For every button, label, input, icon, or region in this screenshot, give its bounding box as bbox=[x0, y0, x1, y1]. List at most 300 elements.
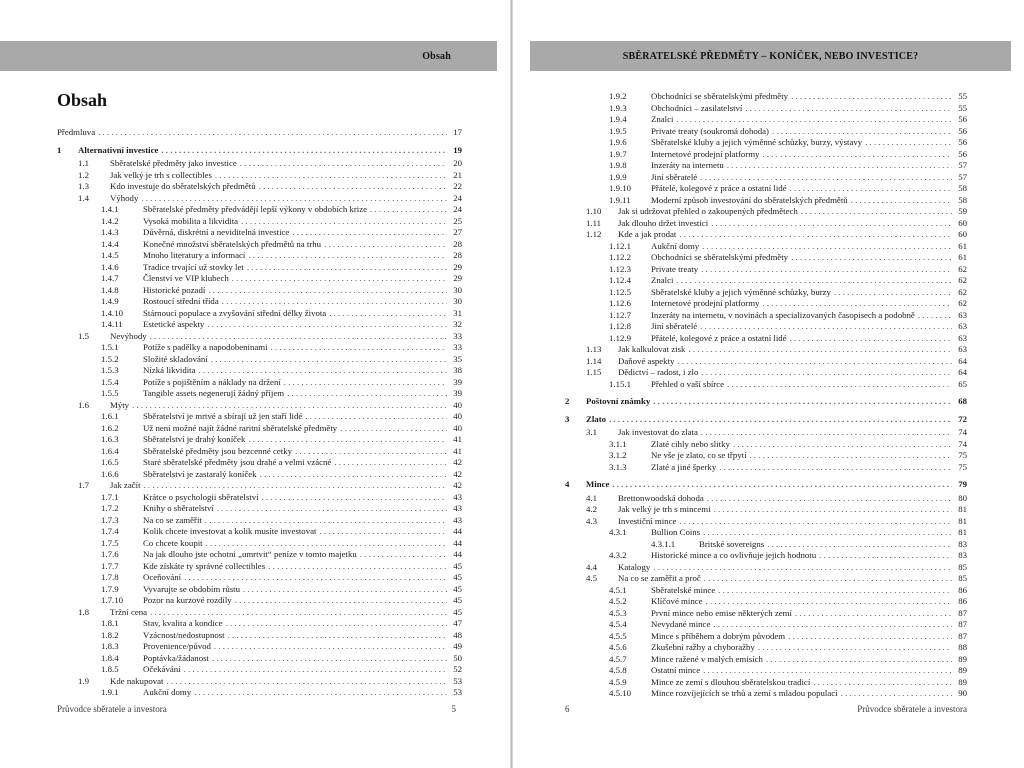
dot-leader bbox=[865, 137, 952, 149]
dot-leader bbox=[688, 344, 952, 356]
toc-entry bbox=[565, 195, 967, 207]
toc-entry bbox=[565, 439, 967, 451]
toc-entry-label: Jak velký je trh s collectibles bbox=[110, 169, 212, 180]
toc-entry bbox=[565, 608, 967, 620]
dot-leader bbox=[701, 367, 952, 379]
toc-entry-label: Jak velký je trh s mincemi bbox=[618, 504, 711, 514]
toc-entry-label: Na jak dlouho jste ochotni „umrtvit“ peníze v tomto majetku bbox=[143, 549, 357, 559]
toc-entry-page: 41 bbox=[453, 445, 462, 456]
toc-entry-label: Jak začít bbox=[110, 480, 141, 490]
toc-entry-page: 56 bbox=[958, 114, 967, 124]
dot-leader bbox=[653, 562, 952, 574]
toc-entry-number: 1.3 bbox=[78, 181, 89, 191]
dot-leader bbox=[205, 515, 447, 527]
toc-entry-page: 86 bbox=[958, 584, 967, 595]
toc-entry-page: 53 bbox=[453, 687, 462, 697]
toc-entry-label: Mince ražené v malých emisích bbox=[651, 653, 763, 664]
toc-entry bbox=[57, 595, 462, 607]
dot-leader bbox=[703, 527, 952, 539]
dot-leader bbox=[834, 287, 952, 299]
toc-entry-number: 4.5.1 bbox=[609, 584, 627, 595]
toc-entry-page: 41 bbox=[453, 434, 462, 444]
dot-leader bbox=[235, 595, 447, 607]
toc-entry-number: 2 bbox=[565, 396, 570, 406]
toc-entry-number: 4.5.6 bbox=[609, 642, 627, 652]
toc-entry bbox=[565, 172, 967, 184]
toc-entry-number: 1.12.5 bbox=[609, 286, 631, 297]
toc-entry-page: 30 bbox=[453, 284, 462, 295]
toc-entry-number: 1.8.1 bbox=[101, 618, 119, 628]
dot-leader bbox=[360, 549, 447, 561]
toc-entry-label: Členství ve VIP klubech bbox=[143, 273, 229, 283]
dot-leader bbox=[841, 688, 952, 700]
dot-leader bbox=[713, 619, 952, 631]
toc-entry-number: 1.12.4 bbox=[609, 275, 631, 285]
toc-entry-label: Historické pozadí bbox=[143, 284, 206, 295]
dot-leader bbox=[247, 262, 447, 274]
toc-entry-number: 1.7.8 bbox=[101, 572, 119, 582]
toc-entry bbox=[565, 619, 967, 631]
dot-leader bbox=[262, 492, 447, 504]
dot-leader bbox=[222, 296, 447, 308]
toc-chapter-entry bbox=[565, 479, 967, 491]
toc-entry-page: 43 bbox=[453, 503, 462, 513]
toc-entry bbox=[565, 298, 967, 310]
toc-entry bbox=[565, 287, 967, 299]
dot-leader bbox=[370, 204, 447, 216]
toc-entry-page: 42 bbox=[453, 457, 462, 467]
toc-entry-page: 56 bbox=[958, 125, 967, 136]
toc-entry bbox=[565, 493, 967, 505]
toc-entry-label: Knihy o sběratelství bbox=[143, 503, 214, 513]
right-running-header-bar bbox=[530, 41, 1011, 71]
toc-entry-number: 1.6.3 bbox=[101, 434, 119, 444]
toc-entry-number: 1 bbox=[57, 144, 62, 155]
toc-entry-number: 1.12.9 bbox=[609, 332, 631, 343]
toc-entry bbox=[565, 631, 967, 643]
toc-entry-page: 63 bbox=[958, 332, 967, 343]
footer-book-title: Průvodce sběratele a investora bbox=[57, 704, 167, 714]
toc-entry-number: 3.1.1 bbox=[609, 438, 627, 449]
dot-leader bbox=[609, 414, 952, 426]
toc-entry-page: 45 bbox=[453, 595, 462, 605]
toc-entry-number: 1.4.3 bbox=[101, 227, 119, 237]
toc-entry-label: Potíže s pojištěním a náklady na držení bbox=[143, 376, 281, 387]
toc-entry bbox=[565, 321, 967, 333]
toc-entry-page: 45 bbox=[453, 560, 462, 571]
toc-entry-label: Přehled o vaší sbírce bbox=[651, 378, 725, 389]
toc-entry-number: 1.4.9 bbox=[101, 296, 119, 306]
toc-entry-number: 1.15 bbox=[586, 367, 602, 377]
toc-entry bbox=[565, 427, 967, 439]
dot-leader bbox=[248, 434, 447, 446]
toc-entry-label: Krátce o psychologii sběratelství bbox=[143, 491, 259, 502]
dot-leader bbox=[324, 239, 447, 251]
dot-leader bbox=[727, 379, 952, 391]
dot-leader bbox=[208, 285, 447, 297]
toc-entry-label: Alternativní investice bbox=[78, 144, 159, 155]
toc-entry-number: 1.8.4 bbox=[101, 652, 119, 663]
toc-entry-page: 44 bbox=[453, 537, 462, 548]
toc-entry bbox=[57, 676, 462, 688]
toc-entry-number: 1.9.11 bbox=[609, 194, 631, 205]
toc-entry bbox=[57, 664, 462, 676]
toc-entry-number: 1.5.1 bbox=[101, 342, 119, 352]
toc-entry-page: 48 bbox=[453, 629, 462, 640]
toc-entry-number: 1.4.5 bbox=[101, 250, 119, 260]
toc-entry bbox=[565, 462, 967, 474]
toc-entry-page: 45 bbox=[453, 606, 462, 617]
toc-entry-page: 86 bbox=[958, 596, 967, 606]
toc-entry-label: Nevýhody bbox=[110, 330, 147, 341]
dot-leader bbox=[248, 250, 447, 262]
toc-entry-label: Poštovní známky bbox=[586, 396, 651, 406]
toc-entry bbox=[565, 504, 967, 516]
toc-entry bbox=[57, 365, 462, 377]
toc-entry-label: Jiní sběratelé bbox=[651, 321, 698, 331]
dot-leader bbox=[215, 170, 447, 182]
toc-entry bbox=[57, 239, 462, 251]
toc-entry bbox=[565, 527, 967, 539]
toc-entry-number: 1.7.9 bbox=[101, 583, 119, 594]
toc-entry-page: 21 bbox=[453, 169, 462, 180]
toc-entry-label: Jak dlouho držet investici bbox=[618, 217, 709, 228]
toc-entry-page: 52 bbox=[453, 664, 462, 674]
toc-entry-page: 35 bbox=[453, 353, 462, 364]
toc-entry-label: Aukční domy bbox=[651, 240, 700, 251]
toc-entry-page: 89 bbox=[958, 665, 967, 675]
toc-entry bbox=[57, 503, 462, 515]
toc-entry-number: 4.1 bbox=[586, 492, 597, 503]
toc-entry bbox=[565, 379, 967, 391]
toc-entry-page: 63 bbox=[958, 344, 967, 354]
toc-entry-number: 1.13 bbox=[586, 344, 602, 354]
toc-entry-label: Kolik chcete investovat a kolik musíte investovat bbox=[143, 526, 317, 536]
toc-entry-label: Sběratelské kluby a jejich výměnné schůzky, burzy bbox=[651, 286, 831, 297]
dot-leader bbox=[214, 641, 447, 653]
dot-leader bbox=[167, 676, 448, 688]
footer-book-title: Průvodce sběratele a investora bbox=[857, 704, 967, 714]
toc-entry-label: Klíčové mince bbox=[651, 596, 703, 606]
toc-entry-label: Přátelé, kolegové z práce a ostatní lidé bbox=[651, 332, 787, 343]
toc-entry bbox=[57, 457, 462, 469]
toc-entry-page: 25 bbox=[453, 215, 462, 226]
toc-entry-page: 53 bbox=[453, 675, 462, 686]
dot-leader bbox=[700, 172, 952, 184]
toc-entry-number: 1.7.7 bbox=[101, 560, 119, 571]
toc-entry-page: 89 bbox=[958, 676, 967, 687]
toc-entry-label: Obchodníci se sběratelskými předměty bbox=[651, 91, 789, 101]
toc-entry-page: 58 bbox=[958, 183, 967, 193]
toc-entry-page: 42 bbox=[453, 480, 462, 490]
dot-leader bbox=[750, 450, 952, 462]
toc-entry bbox=[57, 262, 462, 274]
dot-leader bbox=[795, 608, 952, 620]
toc-entry-page: 44 bbox=[453, 549, 462, 559]
toc-entry-label: Stav, kvalita a kondice bbox=[143, 618, 223, 628]
right-running-head: SBĚRATELSKÉ PŘEDMĚTY – KONÍČEK, NEBO INVESTICE? bbox=[622, 50, 919, 62]
dot-leader bbox=[767, 539, 952, 551]
toc-entry-page: 90 bbox=[958, 688, 967, 698]
toc-entry-number: 1.7.4 bbox=[101, 526, 119, 536]
toc-entry-page: 81 bbox=[958, 527, 967, 537]
toc-entry bbox=[57, 377, 462, 389]
toc-entry-page: 20 bbox=[453, 158, 462, 168]
toc-entry-label: Mince bbox=[586, 479, 610, 489]
dot-leader bbox=[98, 127, 447, 139]
toc-entry-number: 1.7.5 bbox=[101, 537, 119, 548]
toc-entry-number: 1.7.3 bbox=[101, 514, 119, 525]
dot-leader bbox=[334, 457, 447, 469]
dot-leader bbox=[766, 654, 952, 666]
toc-entry-label: Inzeráty na internetu, v novinách a specializovaných časopisech a podobně bbox=[651, 309, 915, 320]
dot-leader bbox=[762, 298, 952, 310]
toc-entry-page: 32 bbox=[453, 319, 462, 329]
dot-leader bbox=[788, 631, 952, 643]
dot-leader bbox=[329, 308, 447, 320]
toc-entry-number: 4.5.8 bbox=[609, 665, 627, 675]
toc-entry-page: 85 bbox=[958, 573, 967, 583]
toc-entry bbox=[57, 273, 462, 285]
toc-entry-number: 3.1.3 bbox=[609, 461, 627, 472]
toc-entry-label: Jak investovat do zlata bbox=[618, 427, 698, 437]
toc-entry-page: 28 bbox=[453, 250, 462, 260]
dot-leader bbox=[150, 607, 447, 619]
dot-leader bbox=[612, 479, 952, 491]
toc-entry-label: Sběratelské kluby a jejich výměnné schůzky, burzy, výstavy bbox=[651, 137, 863, 147]
toc-entry-page: 39 bbox=[453, 388, 462, 398]
toc-entry-page: 62 bbox=[958, 263, 967, 274]
toc-entry-page: 58 bbox=[958, 194, 967, 205]
toc-entry-number: 1.9.3 bbox=[609, 102, 627, 113]
dot-leader bbox=[284, 377, 447, 389]
toc-entry-page: 63 bbox=[958, 309, 967, 320]
toc-entry-page: 22 bbox=[453, 181, 462, 191]
dot-leader bbox=[305, 411, 447, 423]
toc-entry-page: 88 bbox=[958, 642, 967, 652]
toc-entry-page: 56 bbox=[958, 148, 967, 159]
dot-leader bbox=[132, 400, 447, 412]
dot-leader bbox=[206, 538, 447, 550]
toc-entry-page: 60 bbox=[958, 217, 967, 228]
toc-entry-number: 4.5 bbox=[586, 573, 597, 583]
dot-leader bbox=[791, 252, 952, 264]
toc-entry-label: Brettonwoodská dohoda bbox=[618, 492, 704, 503]
toc-entry bbox=[565, 206, 967, 218]
toc-entry-page: 47 bbox=[453, 618, 462, 628]
toc-entry-number: 4.3.2 bbox=[609, 550, 627, 560]
toc-entry-label: Co chcete koupit bbox=[143, 537, 203, 548]
toc-entry-number: 1.9.2 bbox=[609, 91, 627, 101]
dot-leader bbox=[319, 526, 447, 538]
toc-entry bbox=[565, 149, 967, 161]
toc-entry-page: 74 bbox=[958, 427, 967, 437]
toc-entry-number: 1.4.11 bbox=[101, 319, 123, 329]
toc-entry bbox=[57, 653, 462, 665]
toc-entry-label: Vyvarujte se obdobím růstu bbox=[143, 583, 240, 594]
toc-entry-page: 81 bbox=[958, 504, 967, 514]
toc-entry-number: 4.3.1.1 bbox=[651, 538, 676, 549]
toc-entry-number: 1.5.2 bbox=[101, 353, 119, 364]
toc-entry-page: 68 bbox=[958, 396, 967, 406]
toc-entry-page: 81 bbox=[958, 515, 967, 526]
dot-leader bbox=[813, 677, 952, 689]
toc-entry-page: 80 bbox=[958, 492, 967, 503]
toc-entry-label: Už není možné najít žádné raritní sběratelské předměty bbox=[143, 422, 338, 433]
toc-entry bbox=[57, 469, 462, 481]
toc-entry-page: 60 bbox=[958, 229, 967, 239]
left-running-header-bar bbox=[0, 41, 497, 71]
left-page-footer bbox=[57, 704, 456, 714]
toc-entry-label: Tržní cena bbox=[110, 606, 148, 617]
toc-entry-number: 1.4.8 bbox=[101, 284, 119, 295]
dot-leader bbox=[211, 354, 447, 366]
dot-leader bbox=[711, 218, 952, 230]
toc-entry-label: Ostatní mince bbox=[651, 665, 701, 675]
dot-leader bbox=[292, 227, 447, 239]
toc-entry-label: Moderní způsob investování do sběratelských předmětů bbox=[651, 194, 848, 205]
dot-leader bbox=[733, 439, 952, 451]
toc-entry bbox=[565, 126, 967, 138]
toc-entry-page: 30 bbox=[453, 296, 462, 306]
toc-entry bbox=[57, 250, 462, 262]
toc-entry bbox=[565, 539, 967, 551]
toc-entry-label: Vzácnost/nedostupnost bbox=[143, 629, 225, 640]
dot-leader bbox=[727, 160, 952, 172]
dot-leader bbox=[704, 573, 952, 585]
toc-entry-label: Předmluva bbox=[57, 127, 96, 137]
toc-entry-number: 1.5 bbox=[78, 330, 89, 341]
toc-entry-page: 63 bbox=[958, 321, 967, 331]
toc-entry bbox=[565, 688, 967, 700]
dot-leader bbox=[772, 126, 952, 138]
toc-entry-label: Očekávání bbox=[143, 664, 181, 674]
toc-entry-label: Jak si udržovat přehled o zakoupených předmětech bbox=[618, 206, 798, 216]
toc-entry bbox=[57, 618, 462, 630]
toc-entry-page: 79 bbox=[958, 479, 967, 489]
toc-entry bbox=[565, 241, 967, 253]
dot-leader bbox=[758, 642, 952, 654]
toc-entry bbox=[565, 114, 967, 126]
toc-entry bbox=[565, 310, 967, 322]
toc-entry-number: 1.8.5 bbox=[101, 664, 119, 674]
toc-entry-label: Obchodníci – zasilatelství bbox=[651, 102, 743, 113]
toc-entry-page: 29 bbox=[453, 273, 462, 283]
toc-entry-label: Bullion Coins bbox=[651, 527, 701, 537]
dot-leader bbox=[287, 388, 447, 400]
toc-entry-number: 1.4 bbox=[78, 192, 89, 203]
toc-entry-page: 44 bbox=[453, 526, 462, 536]
toc-entry-number: 1.4.10 bbox=[101, 307, 123, 318]
toc-entry bbox=[565, 183, 967, 195]
toc-entry-label: Sběratelské předměty předvádějí lepší výkony v obdobích krize bbox=[143, 204, 368, 214]
toc-entry-page: 62 bbox=[958, 275, 967, 285]
toc-entry bbox=[57, 641, 462, 653]
dot-leader bbox=[184, 664, 447, 676]
toc-entry-number: 1.7.2 bbox=[101, 503, 119, 513]
toc-entry bbox=[57, 319, 462, 331]
toc-entry bbox=[565, 654, 967, 666]
toc-entry bbox=[57, 400, 462, 412]
toc-entry bbox=[57, 549, 462, 561]
toc-entry-page: 31 bbox=[453, 307, 462, 318]
toc-entry bbox=[565, 562, 967, 574]
toc-entry-number: 1.6.2 bbox=[101, 422, 119, 433]
toc-entry-label: Investiční mince bbox=[618, 515, 677, 526]
toc-entry bbox=[57, 342, 462, 354]
dot-leader bbox=[653, 396, 952, 408]
toc-entry-page: 89 bbox=[958, 653, 967, 664]
toc-entry-page: 24 bbox=[453, 204, 462, 214]
dot-leader bbox=[232, 273, 447, 285]
toc-entry-label: Poptávka/žádanost bbox=[143, 652, 209, 663]
toc-entry bbox=[57, 170, 462, 182]
toc-entry-label: Private treaty (soukromá dohoda) bbox=[651, 125, 769, 136]
toc-entry-label: Rostoucí střední třída bbox=[143, 296, 219, 306]
toc-entry-number: 1.9.1 bbox=[101, 687, 119, 697]
toc-entry-label: Vysoká mobilita a likvidita bbox=[143, 215, 239, 226]
toc-entry-page: 49 bbox=[453, 641, 462, 651]
page-number: 6 bbox=[565, 704, 570, 714]
toc-entry-number: 4.3 bbox=[586, 515, 597, 526]
toc-entry bbox=[57, 308, 462, 320]
dot-leader bbox=[679, 229, 952, 241]
dot-leader bbox=[217, 503, 447, 515]
toc-entry-label: Zkušební ražby a chyboražby bbox=[651, 642, 755, 652]
toc-entry-label: Internetové prodejní platformy bbox=[651, 148, 760, 159]
toc-entry-number: 1.7 bbox=[78, 480, 89, 490]
dot-leader bbox=[241, 216, 447, 228]
toc-entry bbox=[565, 160, 967, 172]
dot-leader bbox=[677, 356, 952, 368]
dot-leader bbox=[801, 206, 952, 218]
toc-entry-label: Sběratelství je mrtvé a sbírají už jen staří lidé bbox=[143, 411, 303, 421]
dot-leader bbox=[676, 275, 952, 287]
toc-entry-page: 43 bbox=[453, 514, 462, 525]
toc-entry-page: 62 bbox=[958, 298, 967, 308]
toc-entry-page: 40 bbox=[453, 422, 462, 433]
toc-entry-number: 4.5.9 bbox=[609, 676, 627, 687]
toc-entry-number: 4.5.2 bbox=[609, 596, 627, 606]
dot-leader bbox=[745, 103, 952, 115]
toc-entry-label: Sběratelství je zastaralý koníček bbox=[143, 468, 257, 479]
dot-leader bbox=[791, 91, 952, 103]
toc-entry bbox=[565, 642, 967, 654]
toc-entry-number: 4.5.7 bbox=[609, 653, 627, 664]
toc-entry-number: 1.2 bbox=[78, 169, 89, 180]
toc-entry-page: 87 bbox=[958, 630, 967, 641]
toc-entry-label: Daňové aspekty bbox=[618, 355, 675, 366]
dot-leader bbox=[718, 585, 952, 597]
dot-leader bbox=[199, 365, 447, 377]
toc-entry bbox=[565, 275, 967, 287]
toc-entry-number: 1.4.7 bbox=[101, 273, 119, 283]
dot-leader bbox=[260, 469, 447, 481]
dot-leader bbox=[790, 333, 952, 345]
toc-entry-page: 57 bbox=[958, 171, 967, 182]
toc-entry-number: 1.9.7 bbox=[609, 148, 627, 159]
toc-entry-label: Tangible assets negenerují žádný příjem bbox=[143, 388, 285, 398]
toc-entry bbox=[57, 423, 462, 435]
toc-entry-label: Oceňování bbox=[143, 572, 182, 582]
toc-entry-number: 1.4.4 bbox=[101, 238, 119, 249]
toc-entry bbox=[565, 252, 967, 264]
toc-entry-number: 1.9.5 bbox=[609, 125, 627, 136]
toc-entry-page: 87 bbox=[958, 607, 967, 618]
toc-entry-label: Sběratelské předměty jsou bezcenné cetky bbox=[143, 445, 292, 456]
toc-entry-label: Pozor na kurzové rozdíly bbox=[143, 595, 232, 605]
toc-entry-page: 74 bbox=[958, 438, 967, 449]
